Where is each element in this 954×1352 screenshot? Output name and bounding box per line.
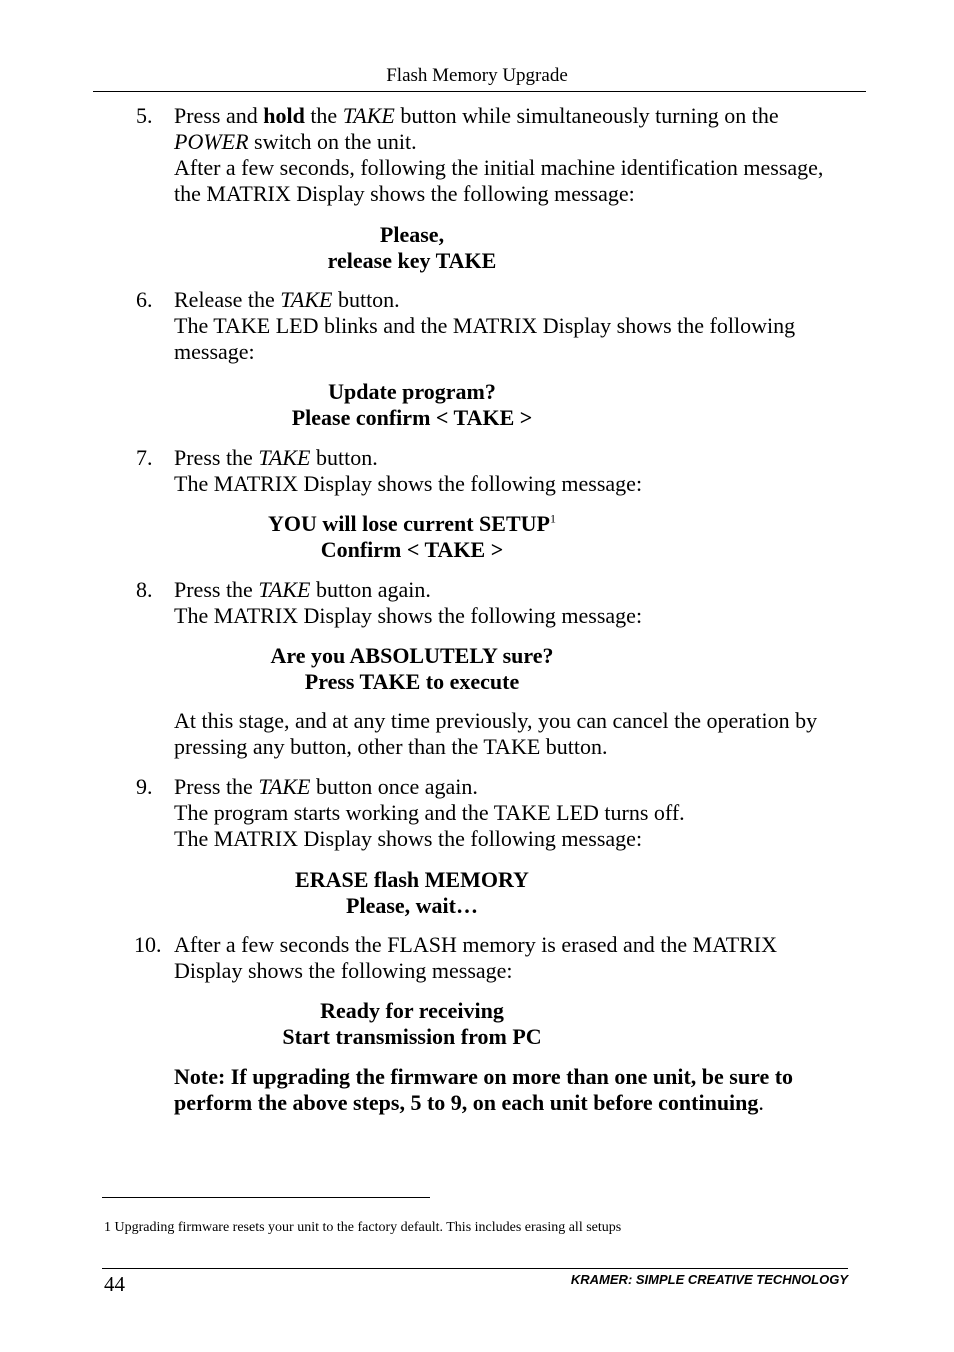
button-name: TAKE bbox=[342, 103, 395, 128]
step-number: 10. bbox=[134, 932, 162, 957]
text: the MATRIX Display shows the following message: bbox=[174, 181, 635, 206]
footnote-ref[interactable]: 1 bbox=[549, 511, 556, 526]
message-line: Update program? bbox=[328, 379, 496, 404]
text: After a few seconds the FLASH memory is erased and the MATRIX bbox=[174, 932, 778, 957]
message-line: release key TAKE bbox=[327, 248, 497, 273]
running-header: Flash Memory Upgrade bbox=[386, 65, 568, 86]
step-text bbox=[174, 287, 854, 365]
display-message bbox=[174, 379, 650, 431]
text: button while simultaneously turning on the bbox=[394, 103, 779, 128]
footnote: 1 Upgrading firmware resets your unit to the factory default. This includes erasing all setups bbox=[104, 1220, 622, 1235]
footnote-rule bbox=[102, 1197, 430, 1198]
final-note bbox=[174, 1064, 854, 1116]
text: switch on the unit. bbox=[248, 129, 417, 154]
text: Press the bbox=[174, 445, 259, 470]
text: Press the bbox=[174, 577, 259, 602]
button-name: TAKE bbox=[280, 287, 333, 312]
step-text bbox=[174, 932, 854, 984]
text: button again. bbox=[310, 577, 431, 602]
text: message: bbox=[174, 339, 255, 364]
message-line: Press TAKE to execute bbox=[304, 669, 520, 694]
step-text bbox=[174, 774, 854, 852]
step-text bbox=[174, 577, 854, 629]
text: The program starts working and the TAKE LED turns off. bbox=[174, 800, 685, 825]
text: button. bbox=[310, 445, 378, 470]
text: Note: If upgrading the firmware on more than one unit, be sure to bbox=[174, 1064, 794, 1089]
header-rule bbox=[93, 91, 866, 92]
button-name: TAKE bbox=[258, 577, 311, 602]
text: Press the bbox=[174, 774, 259, 799]
step-number: 7. bbox=[136, 445, 153, 470]
display-message bbox=[174, 867, 650, 919]
text: Release the bbox=[174, 287, 281, 312]
display-message bbox=[174, 643, 650, 695]
message-line: Start transmission from PC bbox=[282, 1024, 542, 1049]
display-message bbox=[174, 998, 650, 1050]
text: The TAKE LED blinks and the MATRIX Display shows the following bbox=[174, 313, 796, 338]
step-number: 9. bbox=[136, 774, 153, 799]
step-number: 8. bbox=[136, 577, 153, 602]
button-name: TAKE bbox=[258, 774, 311, 799]
step-text bbox=[174, 445, 854, 497]
message-line: Please, wait… bbox=[346, 893, 478, 918]
cancel-note bbox=[174, 708, 854, 760]
message-line: YOU will lose current SETUP bbox=[268, 511, 550, 536]
message-line: Please, bbox=[379, 222, 445, 247]
display-message bbox=[174, 511, 650, 563]
button-name: TAKE bbox=[258, 445, 311, 470]
text: button once again. bbox=[310, 774, 478, 799]
text: the bbox=[304, 103, 343, 128]
message-line: Are you ABSOLUTELY sure? bbox=[270, 643, 554, 668]
message-line: ERASE flash MEMORY bbox=[295, 867, 529, 892]
switch-name: POWER bbox=[174, 129, 249, 154]
text: pressing any button, other than the TAKE button. bbox=[174, 734, 608, 759]
emphasis: hold bbox=[263, 103, 305, 128]
message-line: Confirm < TAKE > bbox=[320, 537, 504, 562]
text: Display shows the following message: bbox=[174, 958, 513, 983]
display-message bbox=[174, 222, 650, 274]
text: The MATRIX Display shows the following message: bbox=[174, 826, 643, 851]
text: The MATRIX Display shows the following message: bbox=[174, 603, 643, 628]
text: After a few seconds, following the initial machine identification message, bbox=[174, 155, 824, 180]
page-number: 44 bbox=[104, 1272, 125, 1296]
step-text bbox=[174, 103, 854, 207]
step-number: 6. bbox=[136, 287, 153, 312]
step-number: 5. bbox=[136, 103, 153, 128]
text: . bbox=[758, 1090, 764, 1115]
text: button. bbox=[332, 287, 400, 312]
text: The MATRIX Display shows the following message: bbox=[174, 471, 643, 496]
message-line: Ready for receiving bbox=[320, 998, 504, 1023]
footer-brand: KRAMER: SIMPLE CREATIVE TECHNOLOGY bbox=[570, 1272, 848, 1287]
text: perform the above steps, 5 to 9, on each unit before continuing bbox=[174, 1090, 759, 1115]
text: Press and bbox=[174, 103, 264, 128]
footer-rule bbox=[102, 1268, 848, 1269]
message-line: Please confirm < TAKE > bbox=[291, 405, 533, 430]
text: At this stage, and at any time previously, you can cancel the operation by bbox=[174, 708, 818, 733]
